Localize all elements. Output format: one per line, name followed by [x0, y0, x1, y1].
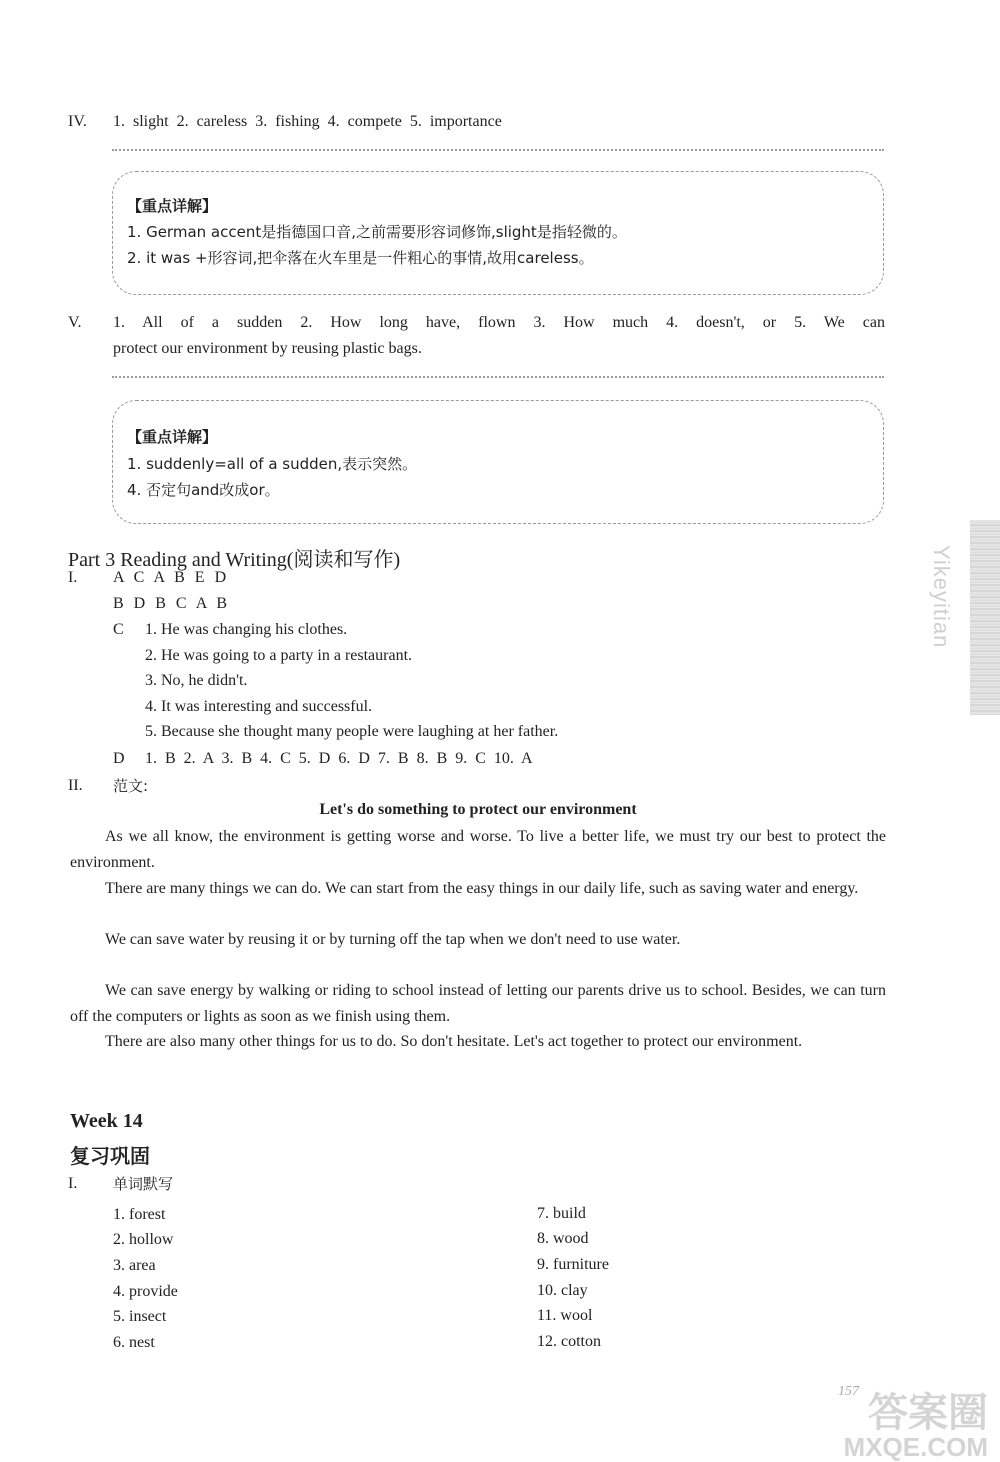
week-title: Week 14	[70, 1110, 143, 1132]
part3-row-a: A C A B E D	[113, 569, 227, 586]
part3-c-answer: 1. He was changing his clothes.	[145, 621, 348, 638]
essay-paragraph: We can save water by reusing it or by turning off the tap when we don't need to use water.	[105, 931, 681, 948]
part3-label-i: I.	[68, 569, 78, 586]
part3-row-b: B D B C A B	[113, 595, 228, 612]
essay-paragraph: There are many things we can do. We can start from the easy things in our daily life, such as saving water and energy.	[105, 880, 859, 897]
part3-d-answers: 1. B 2. A 3. B 4. C 5. D 6. D 7. B 8. B 9. C 10. A	[145, 750, 533, 767]
word-item: 8. wood	[537, 1230, 589, 1247]
word-item: 2. hollow	[113, 1231, 174, 1248]
essay-paragraph: As we all know, the environment is getting worse and worse. To live a better life, we must try our best to protect the environment.	[70, 828, 886, 871]
part3-title: Part 3 Reading and Writing(阅读和写作)	[68, 549, 401, 571]
explanation-title: 【重点详解】	[127, 197, 218, 215]
watermark-logo	[844, 1392, 988, 1460]
essay-paragraph: We can save energy by walking or riding to school instead of letting our parents drive us to school. Besides, we can turn off the computers or lights as soon as we finish using them.	[70, 982, 886, 1025]
week14-label-i: I.	[68, 1175, 78, 1192]
section-v-label: V.	[68, 314, 82, 331]
divider	[112, 149, 884, 151]
word-item: 4. provide	[113, 1283, 178, 1300]
watermark-line2: MXQE.COM	[843, 1432, 988, 1462]
explanation-item: 4. 否定句and改成or。	[127, 481, 280, 499]
explanation-item: 1. suddenly=all of a sudden,表示突然。	[127, 455, 418, 473]
side-vertical-text: Yikeyitian	[929, 545, 954, 649]
explanation-box-iv	[112, 171, 884, 295]
part3-c-answer: 3. No, he didn't.	[145, 672, 248, 689]
word-item: 3. area	[113, 1257, 156, 1274]
side-tab-decoration	[970, 520, 1000, 715]
word-item: 10. clay	[537, 1282, 588, 1299]
word-item: 5. insect	[113, 1308, 167, 1325]
part3-c-label: C	[113, 621, 124, 638]
watermark-line1: 答案圈	[868, 1391, 988, 1435]
section-iv-label: IV.	[68, 113, 87, 130]
word-item: 6. nest	[113, 1334, 155, 1351]
part3-d-label: D	[113, 750, 125, 767]
week14-task: 单词默写	[113, 1175, 174, 1193]
essay-title: Let's do something to protect our environment	[319, 801, 637, 818]
part3-c-answer: 4. It was interesting and successful.	[145, 698, 373, 715]
explanation-item: 1. German accent是指德国口音,之前需要形容词修饰,slight是指轻微的。	[127, 223, 627, 241]
word-item: 11. wool	[537, 1307, 593, 1324]
divider	[112, 376, 884, 378]
explanation-item: 2. it was +形容词,把伞落在火车里是一件粗心的事情,故用careless。	[127, 249, 594, 267]
essay-paragraph: There are also many other things for us to do. So don't hesitate. Let's act together to protect our environment.	[105, 1033, 803, 1050]
part3-c-answer: 2. He was going to a party in a restaurant.	[145, 647, 413, 664]
word-item: 1. forest	[113, 1206, 166, 1223]
explanation-title: 【重点详解】	[127, 428, 218, 446]
explanation-box-v	[112, 400, 884, 524]
sample-essay-label: 范文:	[113, 777, 149, 795]
section-iv-answers: 1. slight 2. careless 3. fishing 4. compete 5. importance	[113, 113, 502, 130]
word-item: 12. cotton	[537, 1333, 601, 1350]
section-v-answers-line1: 1. All of a sudden 2. How long have, flown 3. How much 4. doesn't, or 5. We can	[113, 314, 885, 331]
review-subtitle: 复习巩固	[70, 1144, 150, 1168]
word-item: 7. build	[537, 1205, 586, 1222]
word-item: 9. furniture	[537, 1256, 609, 1273]
part3-c-answer: 5. Because she thought many people were laughing at her father.	[145, 723, 559, 740]
section-v-answers-line2: protect our environment by reusing plastic bags.	[113, 340, 422, 357]
page-number: 157	[838, 1384, 859, 1399]
part3-label-ii: II.	[68, 777, 83, 794]
